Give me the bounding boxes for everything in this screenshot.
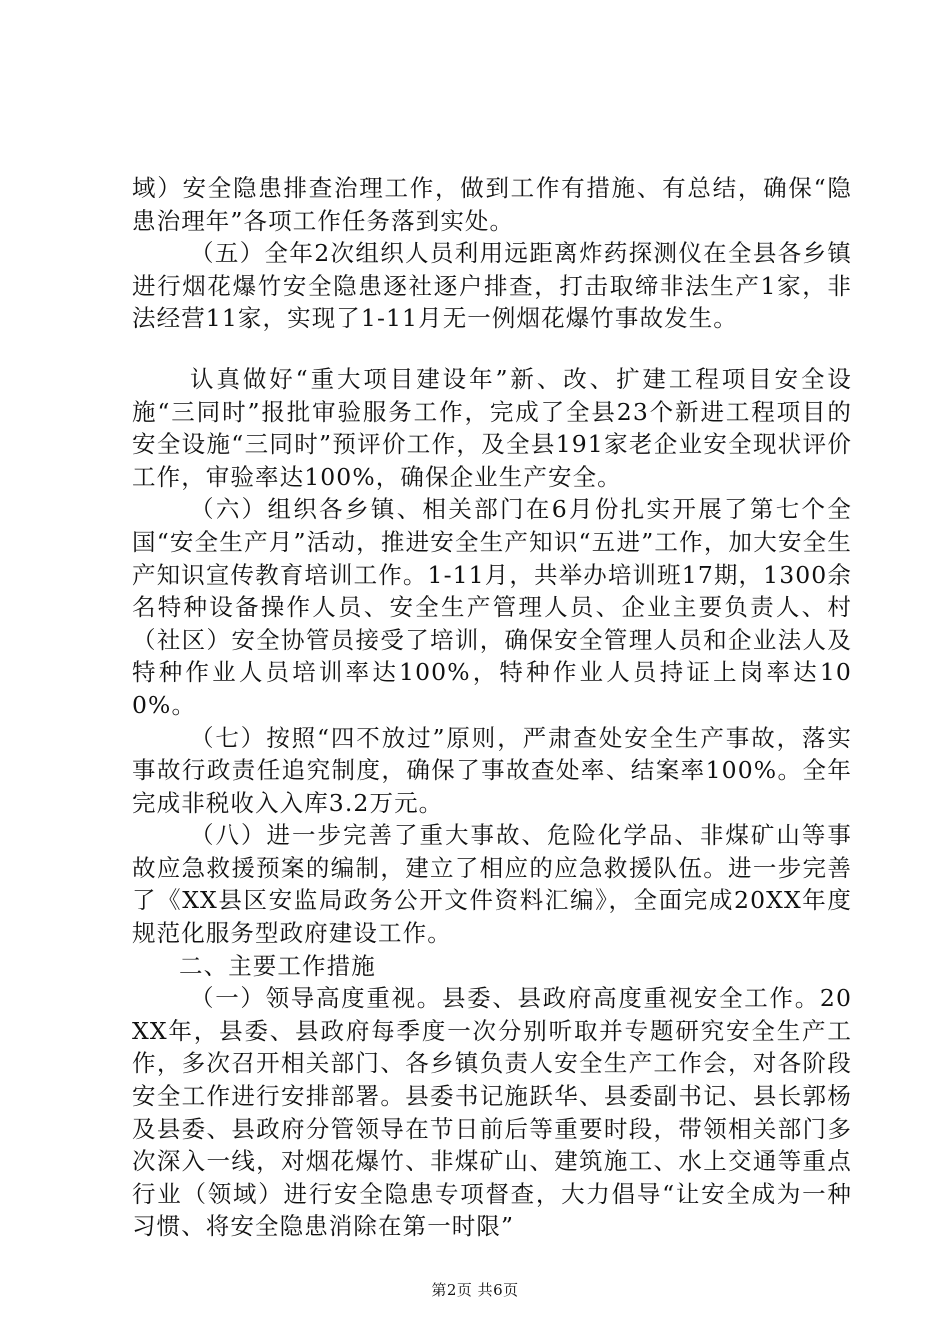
paragraph-item-6: （六）组织各乡镇、相关部门在6月份扎实开展了第七个全国“安全生产月”活动，推进安全生产知识“五进”工作，加大安全生产知识宣传教育培训工作。1-11月，共举办培训班17期，1300余名特种设备操作人员、安全生产管理人员、企业主要负责人、村（社区）安全协管员接受了培训，确保安全管理人员和企业法人及特种作业人员培训率达100%，特种作业人员持证上岗率达100%。: [132, 495, 852, 719]
paragraph-item-8: （八）进一步完善了重大事故、危险化学品、非煤矿山等事故应急救援预案的编制，建立了相应的应急救援队伍。进一步完善了《XX县区安监局政务公开文件资料汇编》，全面完成20XX年度规范化服务型政府建设工作。: [132, 821, 852, 948]
paragraph-gap: [132, 335, 852, 363]
paragraph-item-5: （五）全年2次组织人员利用远距离炸药探测仪在全县各乡镇进行烟花爆竹安全隐患逐社逐户排查，打击取缔非法生产1家，非法经营11家，实现了1-11月无一例烟花爆竹事故发生。: [132, 239, 852, 333]
page-footer: 第2页 共6页: [431, 1281, 519, 1299]
section-heading-measures: 二、主要工作措施: [179, 951, 376, 980]
document-body: [132, 172, 852, 1243]
paragraph-project-safety: 认真做好“重大项目建设年”新、改、扩建工程项目安全设施“三同时”报批审验服务工作，完成了全县23个新进工程项目的安全设施“三同时”预评价工作，及全县191家老企业安全现状评价工作，审验率达100%，确保企业生产安全。: [132, 364, 852, 491]
paragraph-measure-1: （一）领导高度重视。县委、县政府高度重视安全工作。20XX年，县委、县政府每季度一次分别听取并专题研究安全生产工作，多次召开相关部门、各乡镇负责人安全生产工作会，对各阶段安全工作进行安排部署。县委书记施跃华、县委副书记、县长郭杨及县委、县政府分管领导在节日前后等重要时段，带领相关部门多次深入一线，对烟花爆竹、非煤矿山、建筑施工、水上交通等重点行业（领域）进行安全隐患专项督查，大力倡导“让安全成为一种习惯、将安全隐患消除在第一时限”: [132, 984, 852, 1241]
paragraph-item-7: （七）按照“四不放过”原则，严肃查处安全生产事故，落实事故行政责任追究制度，确保了事故查处率、结案率100%。全年完成非税收入入库3.2万元。: [132, 723, 852, 817]
paragraph-continuation: 域）安全隐患排查治理工作，做到工作有措施、有总结，确保“隐患治理年”各项工作任务落到实处。: [132, 174, 852, 235]
